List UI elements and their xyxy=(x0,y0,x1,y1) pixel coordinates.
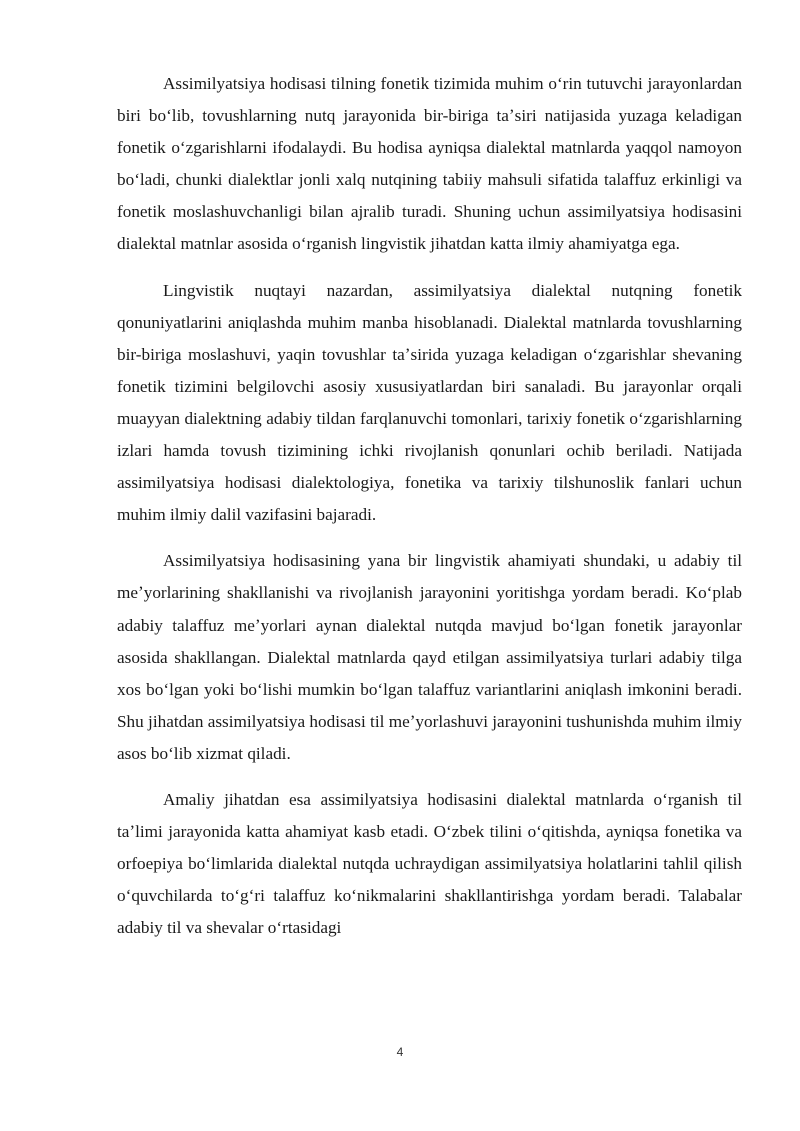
document-body xyxy=(117,68,742,958)
paragraph-4: Amaliy jihatdan esa assimilyatsiya hodisasini dialektal matnlarda oʻrganish til taʼlimi jarayonida katta ahamiyat kasb etadi. Oʻzbek tilini oʻqitishda, ayniqsa fonetika va orfoepiya boʻlimlarida dialektal nutqda uchraydigan assimilyatsiya holatlarini tahlil qilish oʻquvchilarda toʻgʻri talaffuz koʻnikmalarini shakllantirishga yordam beradi. Talabalar adabiy til va shevalar oʻrtasidagi xyxy=(117,789,742,938)
paragraph-1: Assimilyatsiya hodisasi tilning fonetik tizimida muhim oʻrin tutuvchi jarayonlardan biri boʻlib, tovushlarning nutq jarayonida bir-biriga taʼsiri natijasida yuzaga keladigan fonetik oʻzgarishlarni ifodalaydi. Bu hodisa ayniqsa dialektal matnlarda yaqqol namoyon boʻladi, chunki dialektlar jonli xalq nutqining tabiiy mahsuli sifatida talaffuz erkinligi va fonetik moslashuvchanligi bilan ajralib turadi. Shuning uchun assimilyatsiya hodisasini dialektal matnlar asosida oʻrganish lingvistik jihatdan katta ilmiy ahamiyatga ega. xyxy=(117,74,742,254)
page-number: 4 xyxy=(396,1045,404,1059)
paragraph-3: Assimilyatsiya hodisasining yana bir lingvistik ahamiyati shundaki, u adabiy til meʼyorlarining shakllanishi va rivojlanish jarayonini yoritishga yordam beradi. Koʻplab adabiy talaffuz meʼyorlari aynan dialektal nutqda mavjud boʻlgan fonetik jarayonlar asosida shakllangan. Dialektal matnlarda qayd etilgan assimilyatsiya turlari adabiy tilga xos boʻlgan yoki boʻlishi mumkin boʻlgan talaffuz variantlarini aniqlash imkonini beradi. Shu jihatdan assimilyatsiya hodisasi til meʼyorlashuvi jarayonini tushunishda muhim ilmiy asos boʻlib xizmat qiladi. xyxy=(117,551,742,763)
paragraph-2: Lingvistik nuqtayi nazardan, assimilyatsiya dialektal nutqning fonetik qonuniyatlarini aniqlashda muhim manba hisoblanadi. Dialektal matnlarda tovushlarning bir-biriga moslashuvi, yaqin tovushlar taʼsirida yuzaga keladigan oʻzgarishlar shevaning fonetik tizimini belgilovchi asosiy xususiyatlardan biri sanaladi. Bu jarayonlar orqali muayyan dialektning adabiy tildan farqlanuvchi tomonlari, tarixiy fonetik oʻzgarishlarning izlari hamda tovush tizimining ichki rivojlanish qonunlari ochib beriladi. Natijada assimilyatsiya hodisasi dialektologiya, fonetika va tarixiy tilshunoslik fanlari uchun muhim ilmiy dalil vazifasini bajaradi. xyxy=(117,280,742,525)
